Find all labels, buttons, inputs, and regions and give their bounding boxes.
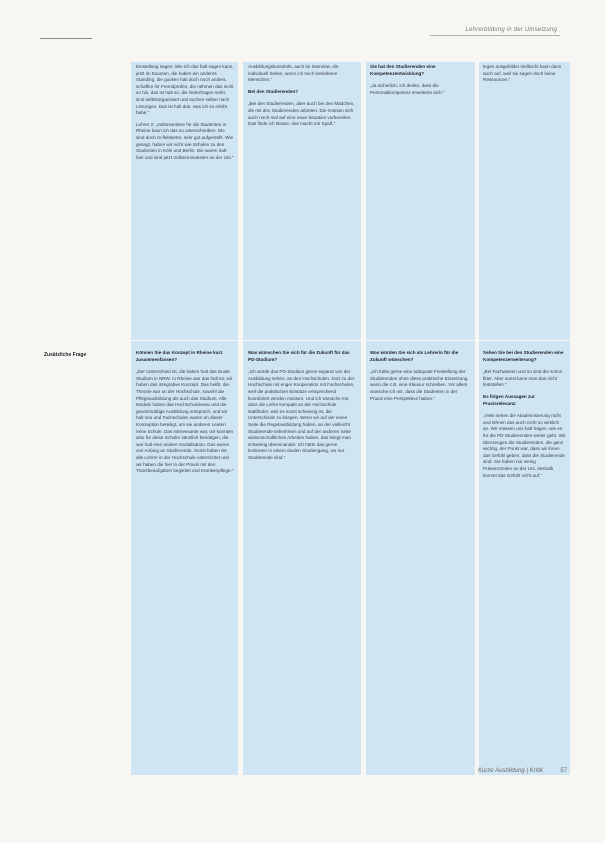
upper-cell-4 [483, 64, 566, 336]
lower-cell-1 [136, 350, 234, 772]
header-line [430, 35, 560, 36]
paragraph: „Ja sicherlich, ich denke, dass die Personalkompetenz erweiterte sich.“ [370, 83, 445, 95]
running-footer: Kurze Ausbildung | Kritik [477, 768, 543, 774]
lower-cell-3 [370, 350, 470, 772]
lower-cell-2 [248, 350, 356, 772]
question: Bei den Studierenden? [248, 88, 299, 94]
row-label: Zusätzliche Frage [44, 352, 87, 358]
running-header: Lehrerbildung in der Umsetzung [465, 27, 557, 33]
paragraph: Lehrer 2: „Insbesondere für die Studenten in Rheine kann ich das so unterschreiben. Die sind doch re-flektierter, sehr gut aufgestellt. Wie gesagt, haben wir nicht wie Schulen zu den Studenten in Köln und Berlin. Die waren halt hier und sind jetzt Volkseminaristen an der Uni.“ [136, 121, 234, 160]
question: Können Sie das Konzept in Rheine kurz zusammenfassen? [136, 350, 223, 362]
paragraph: „Bei Fachwissen und so sind die schon fitter. Aber sonst kann man das nicht feststellen.“ [483, 369, 563, 388]
upper-cell-1 [136, 64, 234, 336]
paragraph: „Der Unterschied ist, die haben halt das Duale Studium in NRW. In Rheine war das halt so, wir haben das integrative Konzept. Das heißt, die Theorie war an der Hochschule, sowohl die Pflegeausbildung als auch das Studium. Alle Module haben das Hochschulniveau und die gesetzmäßige Ausbildung entsprach, und wir halt neu und Fachschulen waren an dieser Konzeption beteiligt, um sie anderen Leuten reine Schule. Das interessante war, wir konnten also für diese Schüler sämtlich benötigen, die war halt eine andere Sozialisation. Das waren von Anfang an Studierende. Somit haben sie alle Lehrer in der Hochschule unterrichtet und wir haben die hier in der Praxis mit den Transferaufgaben begleitet und Krankenpflege.“ [136, 369, 234, 474]
header-rule [40, 38, 92, 39]
paragraph: Ausbildungskonstrukt, auch im Interview, die individuell Seiten, wenn ich mich betriebene Menschen.“ [248, 64, 339, 83]
question: Es folgen Aussagen zur Praxisrelevanz: [483, 393, 535, 406]
question: Sie hat den Studierenden eine Kompetenzentwicklung? [370, 64, 436, 76]
paragraph: „Ich hätte gerne eine adäquate Freistellung der Studierenden ohne diese praktische Einsetzung, wenn die z.B. eine Klausur schreiben. Vor allem wünsche ich mir, dass die Studenten in der Praxis eine Perspektive haben.“ [370, 369, 469, 401]
question: Sehen Sie bei den Studierenden eine Kompetenzerweiterung? [483, 350, 564, 362]
paragraph: „Bei den Studierenden, aber auch bei den Mädchen, die mit den Studierenden arbeiten. Die müssen sich auch noch mal auf eine neue Situation vorbereiten. Das finde ich klasse, das macht mir Spaß.“ [248, 101, 355, 127]
paragraph: „Ich würde das PD-Studium gerne separat von der Ausbildung sehen, an den Hochschulen. Dort zu der Hochschule mit enger Kooperation mit Fachschulen, weil die praktischen Einsätze entsprechend koordiniert werden müssen. Und ich wünsche mir, dass die Lehre kompakt an der Hochschule stattfindet, weil es sonst schwierig ist, die Unterschiede zu kriegen. Wenn wir auf der einen Seite die Regelausbildung haben, an der vielleicht Studierende teilnehmen und auf der anderen Seite wissenschaftliches Arbeiten haben, das kriegt man schwierig übereinander. Ich hätte das gerne konkreter in einem dualen Studiengang, wo nur Studierende sind.“ [248, 369, 355, 460]
page-number: 57 [560, 768, 567, 774]
question: Was wünschen Sie sich für die Zukunft für das PD-Studium? [248, 350, 350, 362]
question: Was würden Sie sich als Lehrerin für die Zukunft wünschen? [370, 350, 459, 362]
lower-cell-4 [483, 350, 566, 772]
upper-cell-2 [248, 64, 356, 336]
paragraph: legen ausgebildet Vielleicht kann dann auch auf, weil sie sagen doch keine Ressourcen.“ [483, 64, 562, 83]
paragraph: Einstellung sagen: Wie ich das halt sagen kann, jetzt im Examen, die haben ein anderes Standing, die gucken halt doch noch anders, schaffen ihr Fremdprüfen, die nehmen das nicht so hin, das ist halt so, die hinterfragen mehr, sind selbstorganisiert und suchen selber nach Lösungen. Das ist halt das, was ich so erlebt habe.“ [136, 64, 234, 116]
paragraph: „Viele sehen die Akademisierung nicht und lehnen das auch nicht so wirklich an. Wir müssen uns halt fragen, wie es für die PD-Studierenden weiter geht. Wir überzeugen die Studierenden, die ganz wichtig, der Punkt war, dass wir ihnen das Gefühl geben, dass die Studierende sind. Sie haben nur wenig Präsenzzeiten an der Uni, deshalb kommt das Gefühl nicht auf.“ [483, 413, 566, 478]
upper-cell-3 [370, 64, 470, 336]
row-divider [131, 340, 570, 341]
